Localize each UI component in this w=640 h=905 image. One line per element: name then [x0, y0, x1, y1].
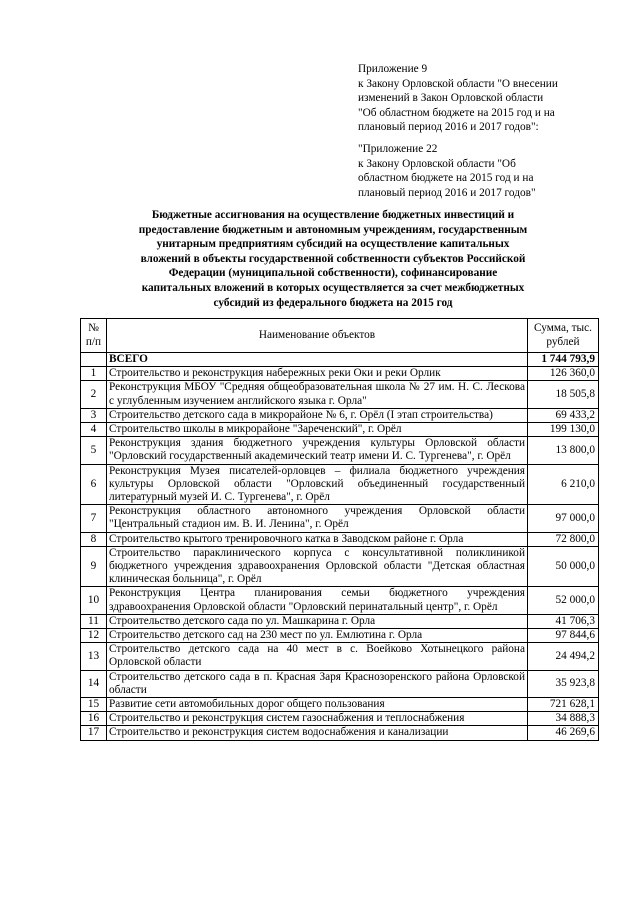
row-name: Реконструкция здания бюджетного учреждения культуры Орловской области "Орловский государственный академический театр имени И. С. Тургенева", г. Орёл: [107, 437, 528, 464]
row-number: 9: [81, 546, 107, 587]
row-name: Строительство и реконструкция систем водоснабжения и канализации: [107, 726, 528, 740]
title-line: унитарным предприятиям субсидий на осуществление капитальных: [156, 238, 510, 251]
table-row: [81, 712, 599, 726]
row-sum: 97 000,0: [528, 505, 599, 532]
title-line: Федерации (муниципальной собственности), софинансирование: [168, 267, 498, 280]
table-row: [81, 698, 599, 712]
row-name: Строительство и реконструкция набережных реки Оки и реки Орлик: [107, 367, 528, 381]
total-label: ВСЕГО: [107, 353, 528, 367]
row-number: 12: [81, 629, 107, 643]
row-number: 6: [81, 464, 107, 505]
row-sum: 199 130,0: [528, 423, 599, 437]
row-sum: 13 800,0: [528, 437, 599, 464]
title-line: предоставление бюджетным и автономным учреждениям, государственным: [138, 223, 528, 236]
table-row: [81, 437, 599, 464]
row-number: 7: [81, 505, 107, 532]
budget-table: [80, 318, 599, 741]
row-name: Строительство детского сад на 230 мест по ул. Емлютина г. Орла: [107, 629, 528, 643]
table-row: [81, 587, 599, 614]
document-title: [108, 208, 558, 310]
row-number: 13: [81, 643, 107, 670]
row-name: Реконструкция МБОУ "Средняя общеобразовательная школа № 27 им. Н. С. Лескова с углубленным изучением английского языка г. Орла": [107, 381, 528, 408]
row-name: Строительство и реконструкция систем газоснабжения и теплоснабжения: [107, 712, 528, 726]
appendix-9-header: [358, 62, 596, 135]
table-row: [81, 629, 599, 643]
row-number: 14: [81, 670, 107, 697]
appendix-9-line: к Закону Орловской области "О внесении: [358, 77, 558, 90]
appendix-22-line: областном бюджете на 2015 год и на: [358, 172, 534, 184]
row-name: Строительство школы в микрорайоне "Зареченский", г. Орёл: [107, 423, 528, 437]
row-number: 5: [81, 437, 107, 464]
row-number: 8: [81, 532, 107, 546]
header-sum: Сумма, тыс. рублей: [528, 319, 599, 353]
row-name: Реконструкция областного автономного учреждения Орловской области "Центральный стадион им. В. И. Ленина", г. Орёл: [107, 505, 528, 532]
row-number: 1: [81, 367, 107, 381]
title-line: субсидий из федерального бюджета на 2015 год: [213, 296, 453, 309]
row-sum: 72 800,0: [528, 532, 599, 546]
row-sum: 69 433,2: [528, 408, 599, 422]
table-row: [81, 367, 599, 381]
title-line: Бюджетные ассигнования на осуществление бюджетных инвестиций и: [151, 209, 515, 221]
row-sum: 18 505,8: [528, 381, 599, 408]
table-row: [81, 408, 599, 422]
title-line: вложений в объекты государственной собственности субъектов Российской: [140, 252, 526, 265]
table-row: [81, 381, 599, 408]
table-row: [81, 532, 599, 546]
row-sum: 35 923,8: [528, 670, 599, 697]
row-name: Реконструкция Центра планирования семьи бюджетного учреждения здравоохранения Орловской области "Орловский перинатальный центр", г. Орёл: [107, 587, 528, 614]
table-row: [81, 505, 599, 532]
appendix-9-title: Приложение 9: [358, 63, 428, 75]
table-row: [81, 726, 599, 740]
appendix-22-title: "Приложение 22: [358, 143, 438, 155]
appendix-22-header: [358, 142, 596, 200]
row-number: 2: [81, 381, 107, 408]
table-row: [81, 670, 599, 697]
row-sum: 52 000,0: [528, 587, 599, 614]
row-name: Реконструкция Музея писателей-орловцев – филиала бюджетного учреждения культуры Орловской области "Орловский объединенный государственный литературный музей И. С. Тургенева", г. Орёл: [107, 464, 528, 505]
appendix-9-line: плановый период 2016 и 2017 годов":: [358, 121, 539, 133]
row-name: Развитие сети автомобильных дорог общего пользования: [107, 698, 528, 712]
row-sum: 46 269,6: [528, 726, 599, 740]
row-number: 11: [81, 614, 107, 628]
table-row: [81, 614, 599, 628]
row-number: 3: [81, 408, 107, 422]
row-name: Строительство детского сада в микрорайоне № 6, г. Орёл (I этап строительства): [107, 408, 528, 422]
row-name: Строительство параклинического корпуса с консультативной поликлиникой бюджетного учреждения здравоохранения Орловской области "Детская областная клиническая больница", г. Орёл: [107, 546, 528, 587]
appendix-9-line: "Об областном бюджете на 2015 год и на: [358, 106, 555, 119]
row-number: 15: [81, 698, 107, 712]
title-line: капитальных вложений в которых осуществляется за счет межбюджетных: [141, 281, 525, 294]
appendix-9-line: изменений в Закон Орловской области: [358, 92, 544, 104]
table-row: [81, 546, 599, 587]
row-sum: 126 360,0: [528, 367, 599, 381]
table-row: [81, 423, 599, 437]
row-name: Строительство детского сада в п. Красная Заря Краснозоренского района Орловской области: [107, 670, 528, 697]
table-row: [81, 464, 599, 505]
row-sum: 34 888,3: [528, 712, 599, 726]
appendix-22-line: к Закону Орловской области "Об: [358, 157, 516, 170]
row-name: Строительство детского сада по ул. Машкарина г. Орла: [107, 614, 528, 628]
row-name: Строительство крытого тренировочного катка в Заводском районе г. Орла: [107, 532, 528, 546]
header-num: № п/п: [81, 319, 107, 353]
row-sum: 6 210,0: [528, 464, 599, 505]
row-number: 16: [81, 712, 107, 726]
row-sum: 24 494,2: [528, 643, 599, 670]
row-sum: 97 844,6: [528, 629, 599, 643]
row-number: 10: [81, 587, 107, 614]
row-sum: 41 706,3: [528, 614, 599, 628]
table-header-row: [81, 319, 599, 353]
row-number: 17: [81, 726, 107, 740]
header-name: Наименование объектов: [107, 319, 528, 353]
row-name: Строительство детского сада на 40 мест в с. Воейково Хотынецкого района Орловской области: [107, 643, 528, 670]
row-number: 4: [81, 423, 107, 437]
total-row: [81, 353, 599, 367]
appendix-22-line: плановый период 2016 и 2017 годов": [358, 186, 536, 199]
row-sum: 50 000,0: [528, 546, 599, 587]
table-row: [81, 643, 599, 670]
total-num: [81, 353, 107, 367]
total-sum: 1 744 793,9: [528, 353, 599, 367]
row-sum: 721 628,1: [528, 698, 599, 712]
